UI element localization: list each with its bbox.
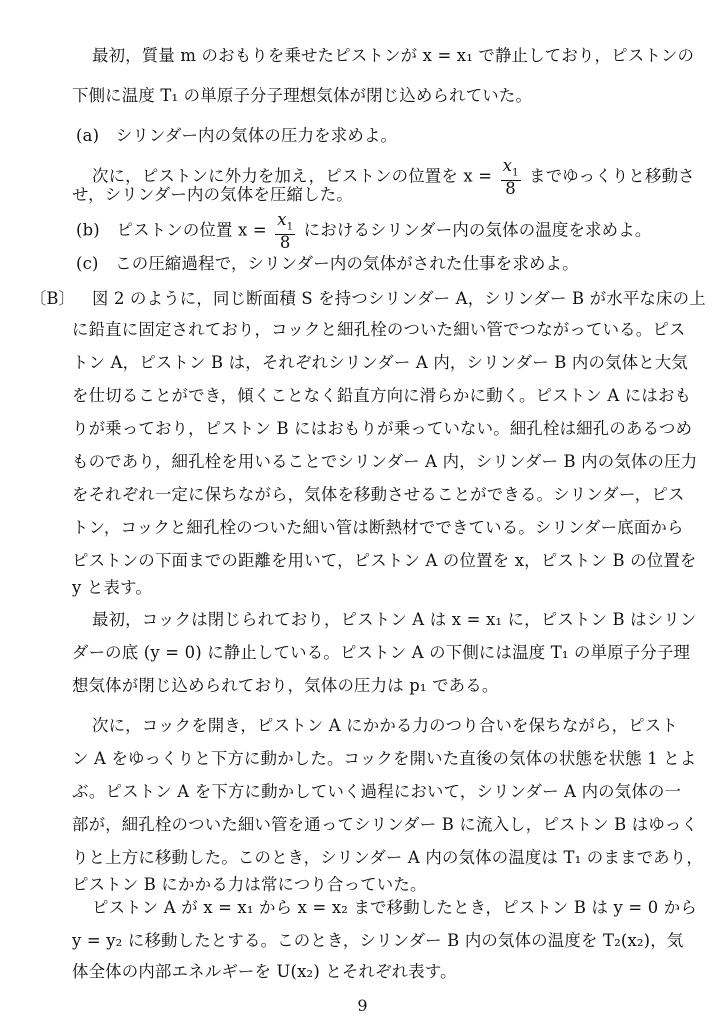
text-line: ものであり，細孔栓を用いることでシリンダー A 内，シリンダー B 内の気体の圧力 bbox=[72, 452, 698, 471]
section-marker: 〔B〕 bbox=[30, 289, 75, 308]
text-line: りが乗っており，ピストン B にはおもりが乗っていない。細孔栓は細孔のあるつめ bbox=[72, 419, 693, 438]
fraction-numerator: $x_1$ bbox=[275, 212, 295, 235]
fraction-numerator: $x_1$ bbox=[501, 158, 521, 181]
text-line: y と表す。 bbox=[72, 578, 152, 597]
question-b bbox=[76, 210, 652, 253]
text-line: トン A，ピストン B は，それぞれシリンダー A 内，シリンダー B 内の気体と大気 bbox=[72, 353, 689, 372]
question-a: (a) シリンダー内の気体の圧力を求めよ。 bbox=[76, 126, 398, 145]
text-line: 想気体が閉じ込められており，気体の圧力は p₁ である。 bbox=[72, 676, 499, 695]
text-fragment: (b) ピストンの位置 x = bbox=[76, 220, 267, 240]
fraction-denominator: 8 bbox=[505, 179, 516, 199]
text-line: 下側に温度 T₁ の単原子分子理想気体が閉じ込められていた。 bbox=[72, 86, 533, 105]
question-c: (c) この圧縮過程で，シリンダー内の気体がされた仕事を求めよ。 bbox=[76, 254, 579, 273]
fraction-x1-over-8 bbox=[501, 156, 521, 199]
text-fragment: 次に，ピストンに外力を加え，ピストンの位置を x = bbox=[92, 166, 493, 186]
text-line: せ，シリンダー内の気体を圧縮した。 bbox=[72, 185, 353, 204]
text-line: ピストンの下面までの距離を用いて，ピストン A の位置を x，ピストン B の位置を bbox=[72, 551, 697, 570]
text-line: を仕切ることができ，傾くことなく鉛直方向に滑らかに動く。ピストン A にはおも bbox=[72, 386, 692, 405]
text-line: 最初，コックは閉じられており，ピストン A は x = x₁ に，ピストン B はシリン bbox=[92, 610, 697, 629]
text-line: 次に，コックを開き，ピストン A にかかる力のつり合いを保ちながら，ピスト bbox=[92, 716, 678, 735]
text-line: 体全体の内部エネルギーを U(x₂) とそれぞれ表す。 bbox=[72, 962, 457, 981]
text-line: に鉛直に固定されており，コックと細孔栓のついた細い管でつながっている。ピス bbox=[72, 320, 686, 339]
text-line: 図 2 のように，同じ断面積 S を持つシリンダー A，シリンダー B が水平な床の上 bbox=[92, 289, 706, 308]
text-line: りと上方に移動した。このとき，シリンダー A 内の気体の温度は T₁ のままであり， bbox=[72, 848, 703, 867]
text-line: ン A をゆっくりと下方に動かした。コックを開いた直後の気体の状態を状態 1 とよ bbox=[72, 749, 697, 768]
text-line: ぶ。ピストン A を下方に動かしていく過程において，シリンダー A 内の気体の一 bbox=[72, 782, 682, 801]
text-fragment: までゆっくりと移動さ bbox=[529, 166, 695, 186]
text-line: 部が，細孔栓のついた細い管を通ってシリンダー B に流入し，ピストン B はゆっく bbox=[72, 815, 698, 834]
text-line: トン，コックと細孔栓のついた細い管は断熱材でできている。シリンダー底面から bbox=[72, 518, 684, 537]
text-line: ピストン B にかかる力は常につり合っていた。 bbox=[72, 875, 427, 894]
fraction-denominator: 8 bbox=[279, 233, 291, 253]
fraction-x1-over-8 bbox=[275, 210, 295, 253]
text-line: ダーの底 (y = 0) に静止している。ピストン A の下側には温度 T₁ の単原子分子理 bbox=[72, 643, 691, 662]
page-number: 9 bbox=[357, 996, 368, 1015]
text-line: y = y₂ に移動したとする。このとき，シリンダー B 内の気体の温度を T₂(x₂)，気 bbox=[72, 931, 684, 950]
text-fragment: におけるシリンダー内の気体の温度を求めよ。 bbox=[303, 220, 652, 240]
text-line: ピストン A が x = x₁ から x = x₂ まで移動したとき，ピストン B は y = 0 から bbox=[92, 898, 697, 917]
text-line: をそれぞれ一定に保ちながら，気体を移動させることができる。シリンダー，ピス bbox=[72, 485, 685, 504]
text-line: 最初，質量 m のおもりを乗せたピストンが x = x₁ で静止しており，ピストンの bbox=[92, 46, 695, 65]
